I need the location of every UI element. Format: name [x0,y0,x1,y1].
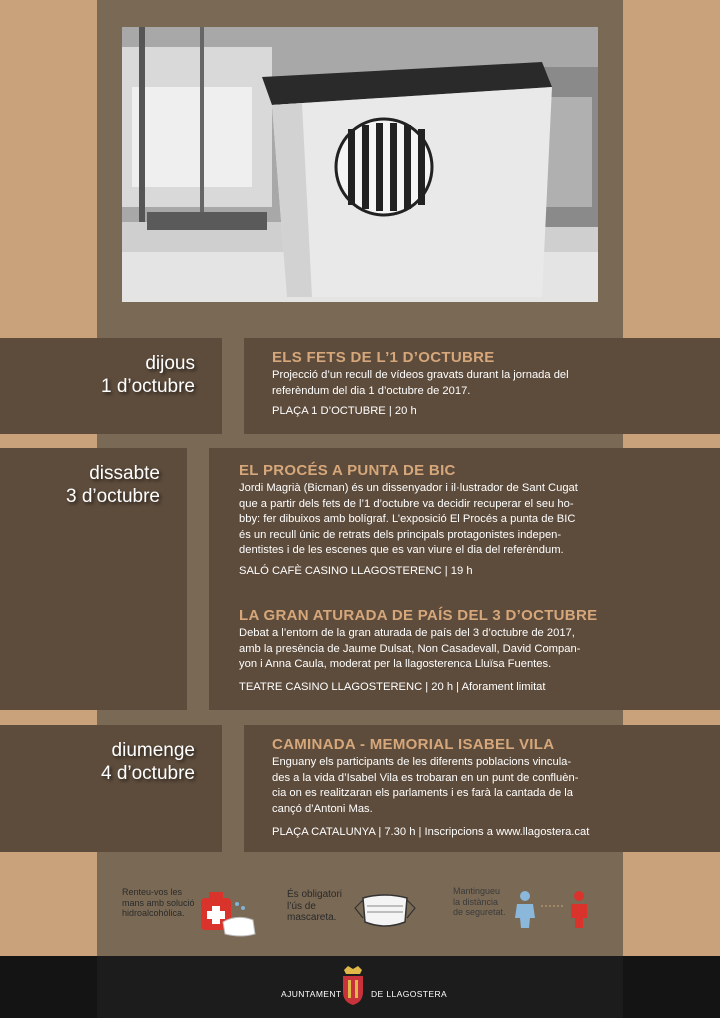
desc-line: cia on es realitzaran els parlaments i es farà la cantada de la [272,787,573,799]
event-description [272,755,650,817]
event-description [239,626,659,673]
desc-line: Debat a l’entorn de la gran aturada de país del 3 d’octubre de 2017, [239,627,575,639]
day-name: dijous [145,353,195,374]
mask-line: És obligatori [287,889,343,900]
hands-line: hidroalcohòlica. [122,908,185,918]
desc-line: Jordi Magrià (Bicman) és un dissenyador i il·lustrador de Sant Cugat [239,482,578,494]
event-title: EL PROCÉS A PUNTA DE BIC [239,462,456,479]
hands-line: Renteu-vos les [122,887,183,897]
face-mask-icon [353,888,417,934]
footer-right-text: DE LLAGOSTERA [371,989,448,999]
event-venue: PLAÇA 1 D’OCTUBRE | 20 h [272,405,417,417]
day-date: 4 d’octubre [100,763,195,784]
safety-info [97,870,623,956]
person-red-icon [567,890,591,928]
event-title: ELS FETS DE L’1 D’OCTUBRE [272,349,495,366]
day-date: 1 d’octubre [100,376,195,397]
mask-line: l’ús de [287,900,316,912]
day-label-2 [0,462,160,508]
day-name: diumenge [111,740,195,761]
hand-sanitizer-icon [197,882,259,940]
event-venue: TEATRE CASINO LLAGOSTERENC | 20 h | Aforament limitat [239,681,546,693]
footer-bar [0,956,720,1018]
footer-inner [97,956,623,1018]
person-blue-icon [513,890,537,928]
desc-line: Projecció d’un recull de vídeos gravats durant la jornada del [272,369,569,381]
day-label-3 [0,739,195,785]
desc-line: referèndum del dia 1 d’octubre de 2017. [272,384,471,397]
footer-left-text: AJUNTAMENT [281,989,342,999]
desc-line: des a la vida d’Isabel Vila es trobaran en un punt de confluèn- [272,771,579,784]
day-label-1 [0,352,195,398]
desc-line: dentistes i de les escenes que es van viure el dia del referèndum. [239,544,564,556]
mask-text [287,889,342,924]
day-name: dissabte [89,463,160,484]
distance-arrows-icon [539,900,565,912]
mask-line: mascareta. [287,912,337,923]
event-title: CAMINADA - MEMORIAL ISABEL VILA [272,736,555,753]
desc-line: és un recull únic de retrats dels principals protagonistes indepen- [239,528,562,541]
desc-line: cançó d’Antoni Mas. [272,802,373,815]
desc-line: bby: fer dibuixos amb bolígraf. L’exposició El Procés a punta de BIC [239,513,576,525]
desc-line: que a partir dels fets de l’1 d’octubre va decidir recuperar el seu ho- [239,497,574,510]
event-venue: SALÓ CAFÈ CASINO LLAGOSTERENC | 19 h [239,565,473,577]
distance-line: de seguretat. [453,907,506,917]
event-venue: PLAÇA CATALUNYA | 7.30 h | Inscripcions a www.llagostera.cat [272,826,590,838]
town-coat-of-arms-icon [340,964,366,1006]
event-description [239,481,659,559]
distance-line: Mantingueu [453,886,501,896]
event-description [272,368,662,399]
ballot-box-photo [122,27,598,302]
hands-line: mans amb solució [122,897,195,908]
distance-line: la distància [453,896,499,907]
desc-line: yon i Anna Caula, moderat per la llagosterenca Lluïsa Fuentes. [239,658,552,670]
hands-text [122,887,195,919]
distance-text [453,886,506,918]
desc-line: Enguany els participants de les diferents poblacions vincula- [272,756,572,768]
desc-line: amb la presència de Jaume Dulsat, Non Casadevall, David Compan- [239,642,581,655]
event-title: LA GRAN ATURADA DE PAÍS DEL 3 D’OCTUBRE [239,607,598,624]
day-date: 3 d’octubre [65,486,160,507]
